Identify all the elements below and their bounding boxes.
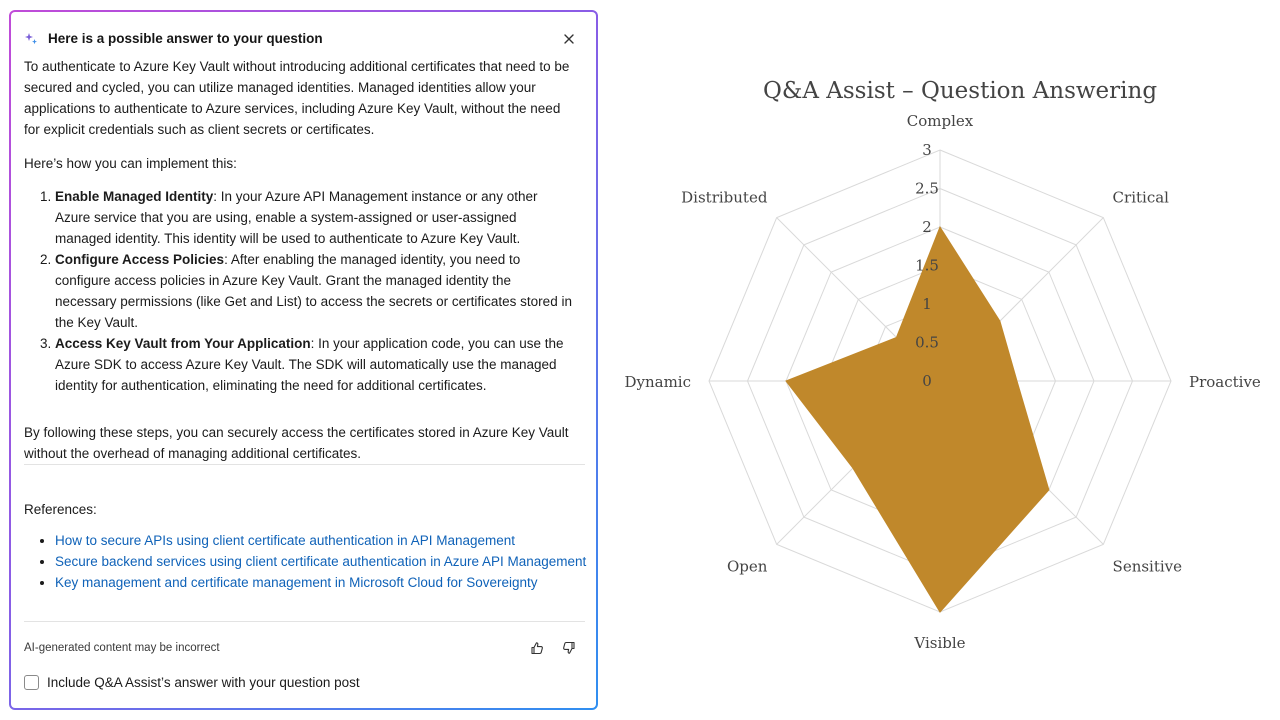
thumbs-up-icon[interactable] bbox=[530, 641, 544, 655]
step-text: : In your Azure API Management instance or any other Azure service that you are using, enable a system-assigned or user-assigned managed identity. This identity will be used to authenticate to Azure Key Vault. bbox=[55, 189, 538, 246]
references-label: References: bbox=[24, 502, 97, 517]
include-answer-checkbox[interactable] bbox=[24, 675, 39, 690]
answer-conclusion: By following these steps, you can securely access the certificates stored in Azure Key Vault without the overhead of managing additional certificates. bbox=[24, 425, 569, 461]
reference-item bbox=[55, 530, 586, 551]
thumbs-down-icon[interactable] bbox=[562, 641, 576, 655]
category-label: Complex bbox=[906, 112, 974, 130]
ai-disclaimer: AI-generated content may be incorrect bbox=[24, 642, 220, 654]
step-item bbox=[55, 249, 574, 333]
step-item bbox=[55, 333, 574, 396]
radar-plot bbox=[620, 70, 1280, 650]
step-title: Configure Access Policies bbox=[55, 252, 225, 267]
category-label: Dynamic bbox=[624, 373, 691, 391]
reference-item bbox=[55, 551, 586, 572]
category-label: Distributed bbox=[681, 188, 768, 207]
steps-list bbox=[24, 186, 574, 396]
answer-header bbox=[24, 28, 323, 49]
divider bbox=[24, 621, 585, 622]
include-answer-row bbox=[24, 672, 360, 693]
category-label: Open bbox=[727, 557, 768, 576]
r-tick-label: 1.5 bbox=[915, 256, 939, 275]
category-label: Proactive bbox=[1189, 373, 1261, 391]
r-tick-label: 3 bbox=[922, 141, 932, 159]
category-label: Critical bbox=[1112, 188, 1169, 207]
reference-link[interactable]: How to secure APIs using client certificate authentication in API Management bbox=[55, 533, 516, 548]
reference-link[interactable]: Secure backend services using client certificate authentication in Azure API Management bbox=[55, 554, 587, 569]
step-text: : After enabling the managed identity, you need to configure access policies in Azure Key Vault. Grant the managed identity the necessary permissions (like Get and List) to access the secrets or certificates stored in the Key Vault. bbox=[55, 252, 572, 330]
chart-title: Q&A Assist – Question Answering bbox=[763, 78, 1158, 104]
step-item bbox=[55, 186, 574, 249]
answer-panel bbox=[9, 10, 598, 710]
radar-chart bbox=[620, 70, 1280, 650]
category-label: Sensitive bbox=[1112, 557, 1183, 576]
step-title: Access Key Vault from Your Application bbox=[55, 336, 311, 351]
close-icon[interactable] bbox=[562, 32, 576, 46]
reference-item bbox=[55, 572, 586, 593]
r-tick-label: 1 bbox=[922, 295, 932, 313]
r-tick-label: 0.5 bbox=[915, 333, 939, 352]
divider bbox=[24, 464, 585, 465]
include-answer-label: Include Q&A Assist’s answer with your question post bbox=[47, 675, 360, 690]
answer-how-to: Here’s how you can implement this: bbox=[24, 156, 237, 171]
answer-intro: To authenticate to Azure Key Vault without introducing additional certificates that need to be secured and cycled, you can utilize managed identities. Managed identities allow your applications to authenticate to Azure services, including Azure Key Vault, without the need for explicit credentials such as client secrets or certificates. bbox=[24, 59, 570, 137]
answer-panel-content bbox=[11, 12, 596, 708]
r-tick-label: 2 bbox=[922, 218, 932, 236]
step-text: : In your application code, you can use the Azure SDK to access Azure Key Vault. The SDK will automatically use the managed identity for authentication, eliminating the need for additional certificates. bbox=[55, 336, 564, 393]
answer-body bbox=[24, 56, 574, 464]
r-tick-label: 0 bbox=[922, 372, 932, 390]
sparkle-icon bbox=[24, 32, 38, 46]
category-label: Visible bbox=[914, 634, 966, 650]
answer-title: Here is a possible answer to your question bbox=[48, 31, 323, 46]
reference-link[interactable]: Key management and certificate management in Microsoft Cloud for Sovereignty bbox=[55, 575, 538, 590]
step-title: Enable Managed Identity bbox=[55, 189, 214, 204]
r-tick-label: 2.5 bbox=[915, 179, 939, 198]
references-list bbox=[24, 530, 586, 593]
